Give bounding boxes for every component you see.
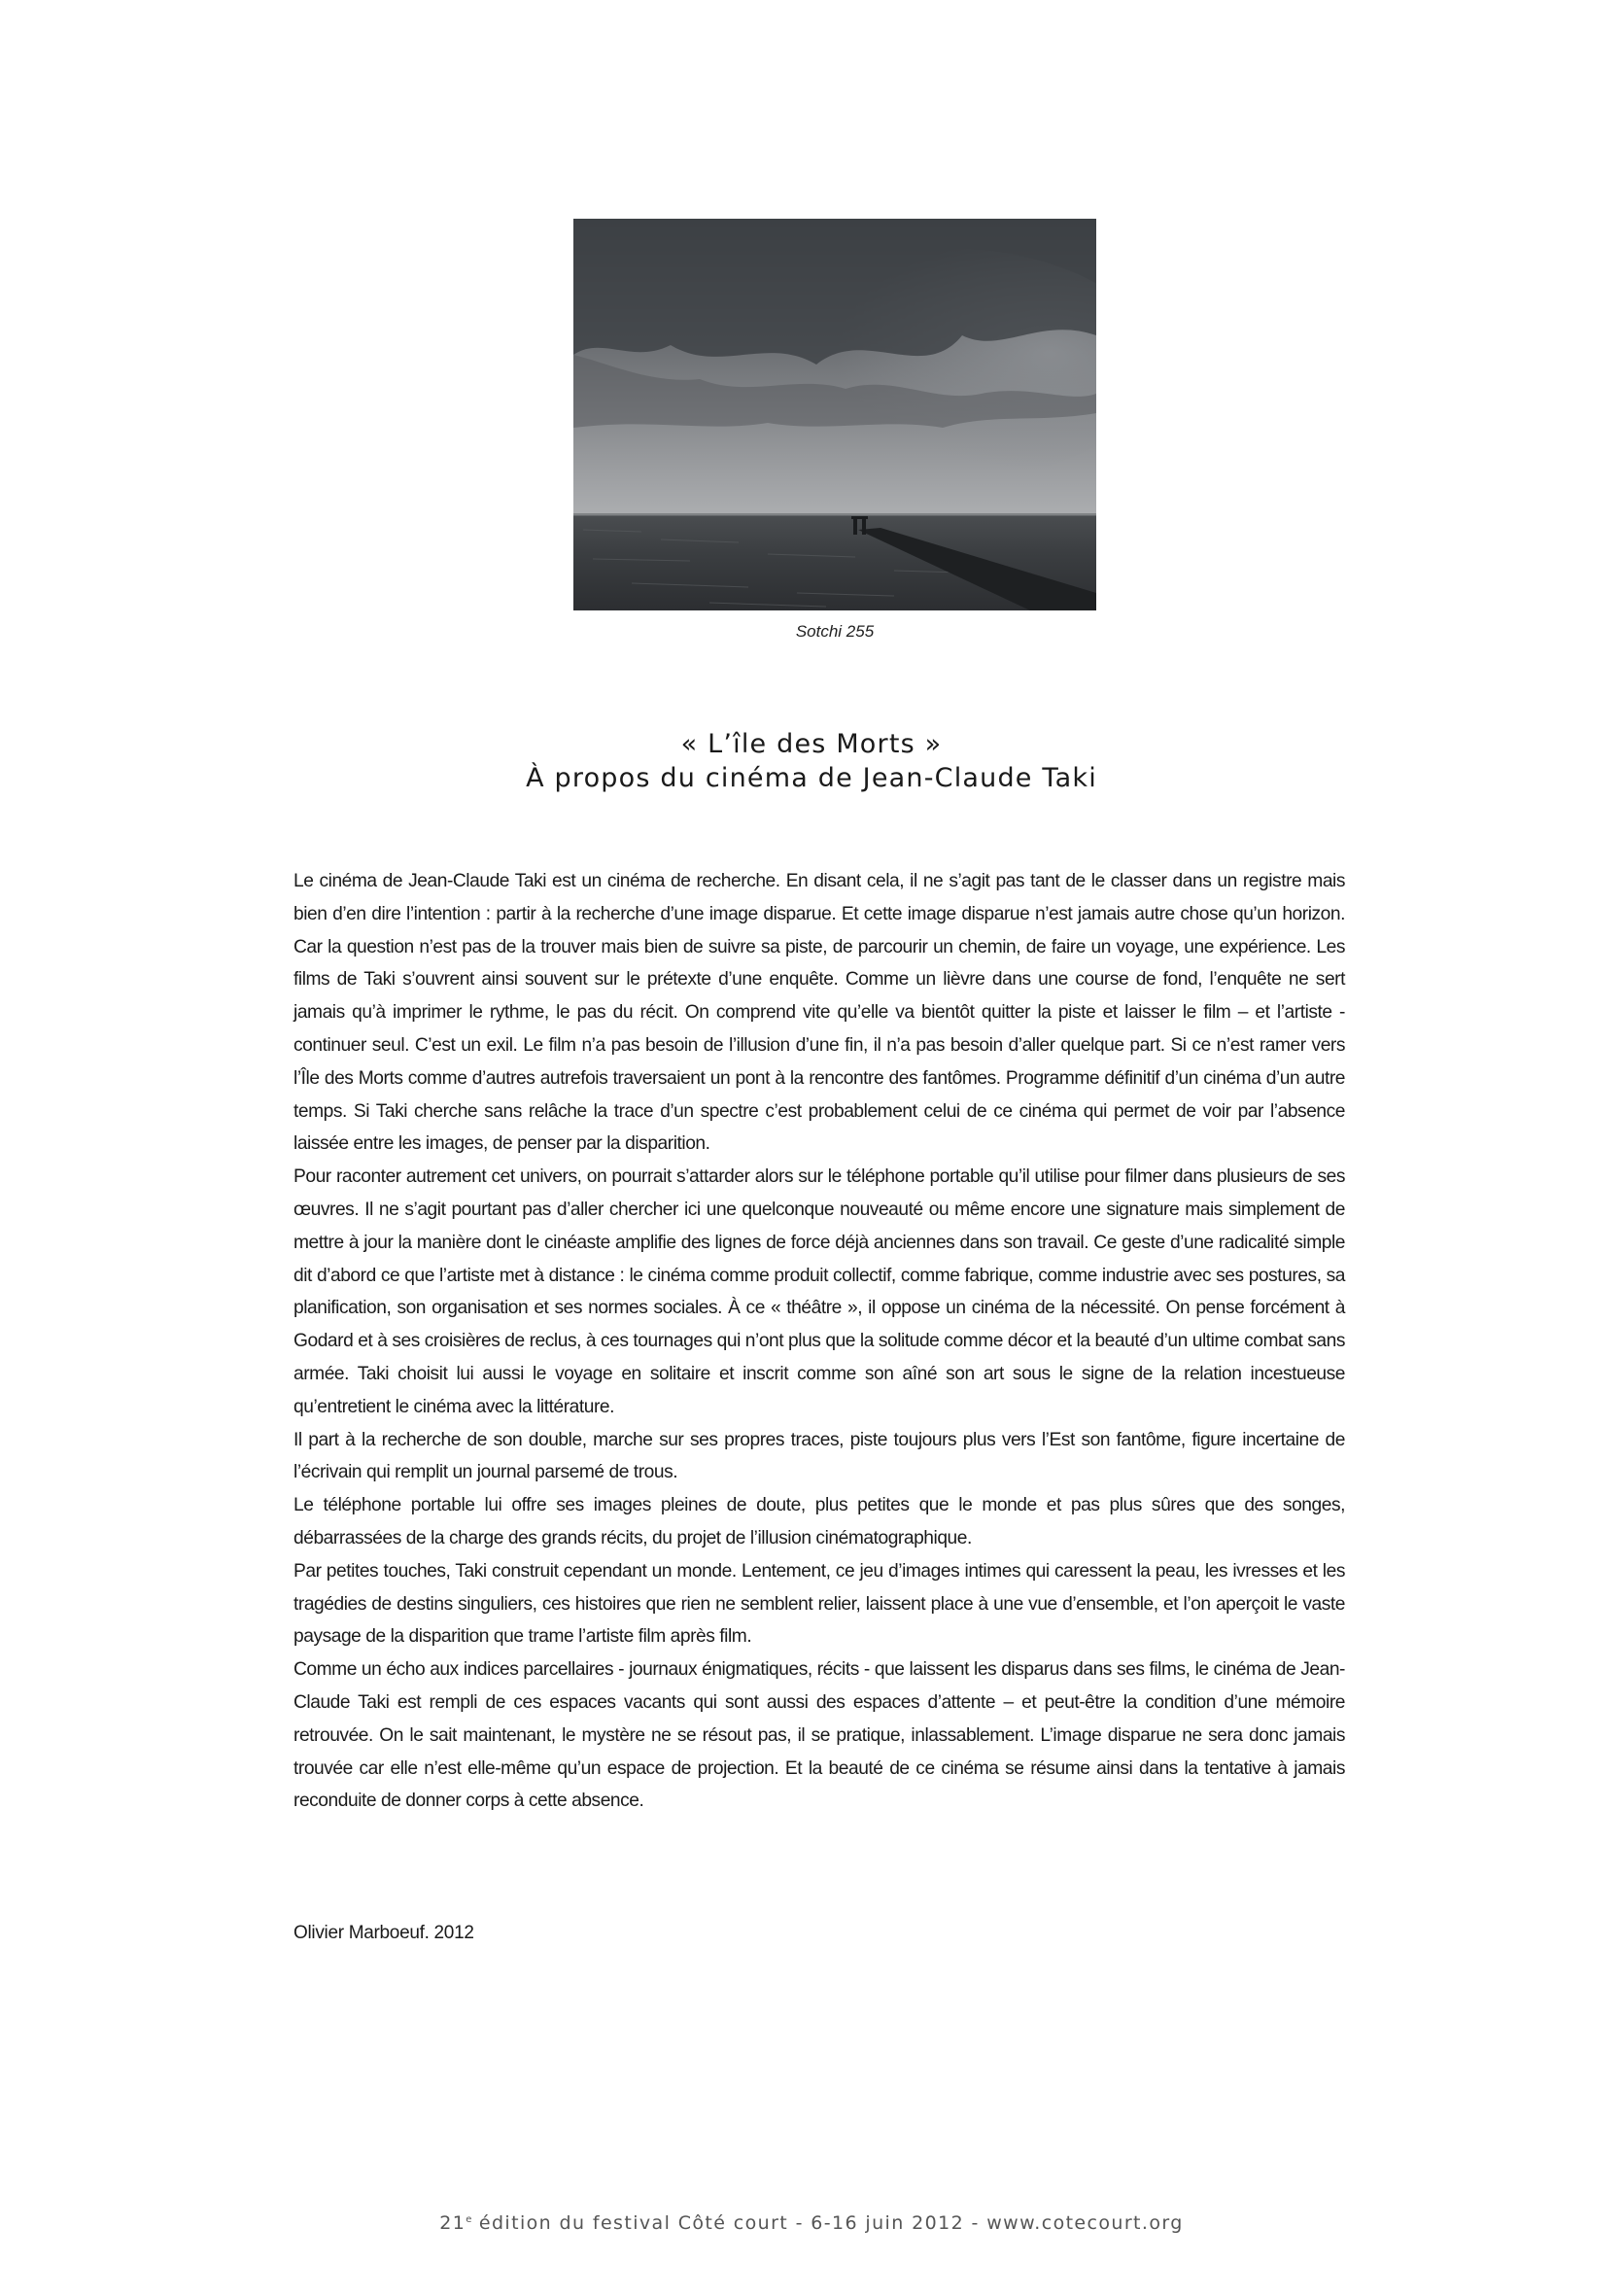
paragraph: Le téléphone portable lui offre ses images pleines de doute, plus petites que le monde et pas plus sûres que des songes, débarrassées de la charge des grands récits, du projet de l’illusion cinématographique. (294, 1495, 1345, 1548)
paragraph: Par petites touches, Taki construit cependant un monde. Lentement, ce jeu d’images intimes qui caressent la peau, les ivresses et les tragédies de destins singuliers, ces histoires que rien ne semblent relier, laissent place à une vue d’ensemble, et l’on aperçoit le vaste paysage de la disparition que trame l’artiste film après film. (294, 1560, 1345, 1648)
paragraph: Comme un écho aux indices parcellaires - journaux énigmatiques, récits - que laissent les disparus dans ses films, le cinéma de Jean-Claude Taki est rempli de ces espaces vacants qui sont aussi des espaces d’attente – et peut-être la condition d’une mémoire retrouvée. On le sait maintenant, le mystère ne se résout pas, il se pratique, inlassablement. L’image disparue ne sera donc jamais trouvée car elle n’est elle-même qu’un espace de projection. Et la beauté de ce cinéma se résume ainsi dans la tentative à jamais reconduite de donner corps à cette absence. (294, 1659, 1345, 1812)
page-footer (0, 2212, 1623, 2234)
film-still-photo (573, 219, 1096, 610)
paragraph: Il part à la recherche de son double, marche sur ses propres traces, piste toujours plus vers l’Est son fantôme, figure incertaine de l’écrivain qui remplit un journal parsemé de trous. (294, 1429, 1345, 1483)
paragraph: Pour raconter autrement cet univers, on pourrait s’attarder alors sur le téléphone portable qu’il utilise pour filmer dans plusieurs de ses œuvres. Il ne s’agit pourtant pas d’aller chercher ici une quelconque nouveauté ou même encore une signature mais simplement de mettre à jour la manière dont le cinéaste amplifie des lignes de force déjà anciennes dans son travail. Ce geste d’une radicalité simple dit d’abord ce que l’artiste met à distance : le cinéma comme produit collectif, comme fabrique, comme industrie avec ses postures, sa planification, son organisation et ses normes sociales. À ce « théâtre », il oppose un cinéma de la nécessité. On pense forcément à Godard et à ses croisières de reclus, à ces tournages qui n’ont plus que la solitude comme décor et la beauté d’un ultime combat sans armée. Taki choisit lui aussi le voyage en solitaire et inscrit comme son aîné son art sous le signe de la relation incestueuse qu’entretient le cinéma avec la littérature. (294, 1166, 1345, 1417)
footer-edition-number: 21 (439, 2212, 466, 2234)
footer-edition-suffix: e (466, 2214, 472, 2225)
article-title (194, 727, 1429, 795)
title-line-2: À propos du cinéma de Jean-Claude Taki (526, 763, 1097, 793)
footer-text: édition du festival Côté court - 6-16 juin 2012 - www.cotecourt.org (471, 2212, 1184, 2234)
title-line-1: « L’île des Morts » (680, 729, 943, 759)
paragraph: Le cinéma de Jean-Claude Taki est un cinéma de recherche. En disant cela, il ne s’agit pas tant de le classer dans un registre mais bien d’en dire l’intention : partir à la recherche d’une image disparue. Et cette image disparue n’est jamais autre chose qu’un horizon. Car la question n’est pas de la trouver mais bien de suivre sa piste, de parcourir un chemin, de faire un voyage, une expérience. Les films de Taki s’ouvrent ainsi souvent sur le prétexte d’une enquête. Comme un lièvre dans une course de fond, l’enquête ne sert jamais qu’à imprimer le rythme, le pas du récit. On comprend vite qu’elle va bientôt quitter la piste et laisser le film – et l’artiste - continuer seul. C’est un exil. Le film n’a pas besoin de l’illusion d’une fin, il n’a pas besoin d’aller quelque part. Si ce n’est ramer vers l’Île des Morts comme d’autres autrefois traversaient un pont à la rencontre des fantômes. Programme définitif d’un cinéma d’un autre temps. Si Taki cherche sans relâche la trace d’un spectre c’est probablement celui de ce cinéma qui permet de voir par l’absence laissée entre les images, de penser par la disparition. (294, 871, 1345, 1155)
photo-caption: Sotchi 255 (795, 622, 875, 641)
article-body (294, 865, 1345, 1818)
author-signature: Olivier Marboeuf. 2012 (294, 1923, 474, 1943)
